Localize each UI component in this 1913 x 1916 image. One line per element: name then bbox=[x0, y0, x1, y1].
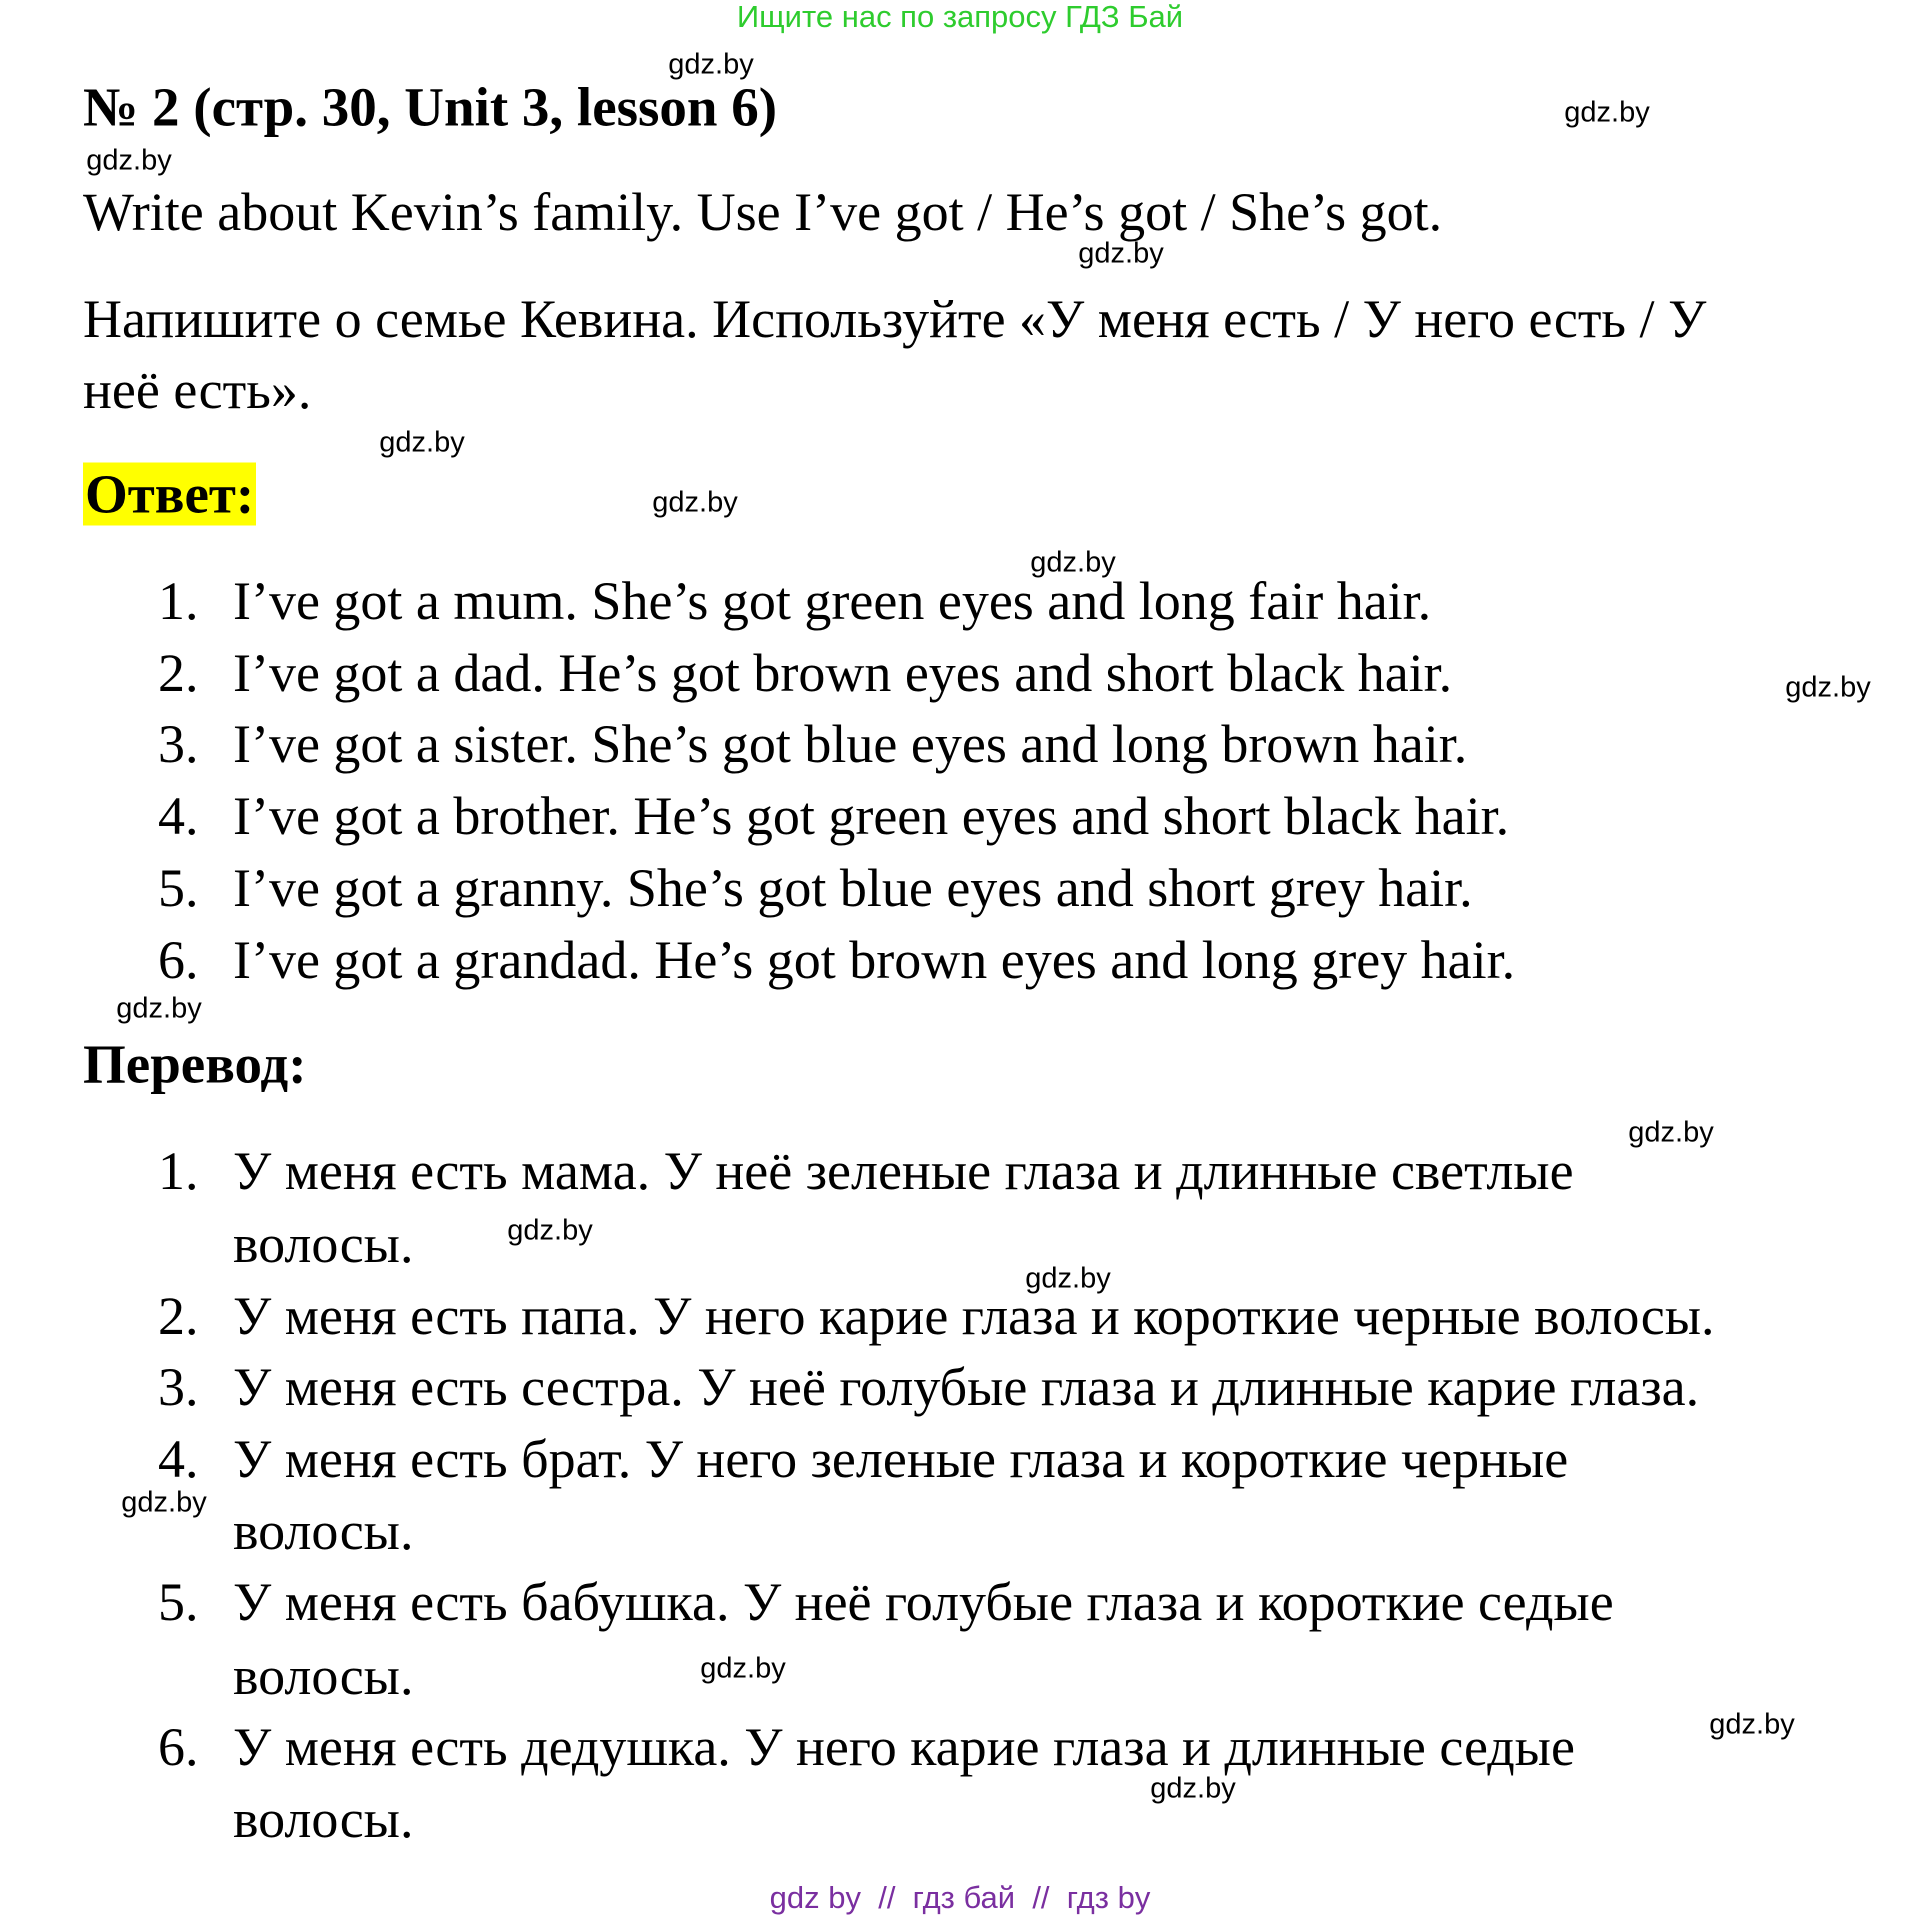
watermark: gdz.by bbox=[1150, 1772, 1236, 1805]
translation-number: 2. bbox=[158, 1286, 199, 1346]
watermark: gdz.by bbox=[1078, 237, 1164, 270]
answer-text: I’ve got a sister. She’s got blue eyes and long brown hair. bbox=[233, 714, 1468, 774]
watermark: gdz.by bbox=[86, 144, 172, 177]
watermark: gdz.by bbox=[1025, 1262, 1111, 1295]
instruction-english: Write about Kevin’s family. Use I’ve got / He’s got / She’s got. bbox=[83, 182, 1443, 242]
answer-heading: Ответ: bbox=[85, 463, 255, 525]
watermark: gdz.by bbox=[379, 426, 465, 459]
answer-text: I’ve got a granny. She’s got blue eyes and short grey hair. bbox=[233, 858, 1473, 918]
answer-number: 1. bbox=[158, 571, 199, 631]
watermark: gdz.by bbox=[1564, 96, 1650, 129]
answer-text: I’ve got a dad. He’s got brown eyes and short black hair. bbox=[233, 643, 1453, 703]
translation-text: У меня есть папа. У него карие глаза и короткие черные волосы. bbox=[233, 1286, 1715, 1346]
translation-text: У меня есть мама. У неё зеленые глаза и длинные светлые bbox=[233, 1141, 1574, 1201]
answer-number: 2. bbox=[158, 643, 199, 703]
answer-number: 5. bbox=[158, 858, 199, 918]
page-title: № 2 (стр. 30, Unit 3, lesson 6) bbox=[83, 76, 778, 138]
watermark: gdz.by bbox=[1628, 1116, 1714, 1149]
translation-number: 1. bbox=[158, 1141, 199, 1201]
watermark: gdz.by bbox=[668, 48, 754, 81]
watermark: gdz.by bbox=[507, 1214, 593, 1247]
answer-text: I’ve got a brother. He’s got green eyes and short black hair. bbox=[233, 786, 1510, 846]
watermark: gdz.by bbox=[1709, 1708, 1795, 1741]
translation-number: 6. bbox=[158, 1717, 199, 1777]
watermark: gdz.by bbox=[1030, 546, 1116, 579]
instruction-russian-line1: Напишите о семье Кевина. Используйте «У меня есть / У него есть / У bbox=[83, 289, 1707, 349]
watermark: gdz.by bbox=[1785, 671, 1871, 704]
translation-text-cont: волосы. bbox=[233, 1501, 414, 1561]
translation-text-cont: волосы. bbox=[233, 1214, 414, 1274]
watermark: gdz.by bbox=[116, 992, 202, 1025]
translation-number: 5. bbox=[158, 1572, 199, 1632]
translation-text: У меня есть сестра. У неё голубые глаза и длинные карие глаза. bbox=[233, 1357, 1700, 1417]
translation-text-cont: волосы. bbox=[233, 1789, 414, 1849]
answer-text: I’ve got a mum. She’s got green eyes and long fair hair. bbox=[233, 571, 1432, 631]
answer-number: 6. bbox=[158, 930, 199, 990]
watermark: gdz.by bbox=[652, 486, 738, 519]
answer-number: 3. bbox=[158, 714, 199, 774]
instruction-russian-line2: неё есть». bbox=[83, 360, 312, 420]
answer-text: I’ve got a grandad. He’s got brown eyes and long grey hair. bbox=[233, 930, 1516, 990]
translation-heading: Перевод: bbox=[83, 1033, 307, 1095]
translation-number: 4. bbox=[158, 1429, 199, 1489]
footer-links[interactable]: gdz by // гдз бай // гдз by bbox=[769, 1880, 1151, 1915]
translation-text: У меня есть брат. У него зеленые глаза и короткие черные bbox=[233, 1429, 1569, 1489]
answer-number: 4. bbox=[158, 786, 199, 846]
search-banner: Ищите нас по запросу ГДЗ Бай bbox=[736, 0, 1184, 34]
translation-text: У меня есть бабушка. У неё голубые глаза и короткие седые bbox=[233, 1572, 1614, 1632]
watermark: gdz.by bbox=[700, 1652, 786, 1685]
translation-text-cont: волосы. bbox=[233, 1646, 414, 1706]
translation-number: 3. bbox=[158, 1357, 199, 1417]
translation-text: У меня есть дедушка. У него карие глаза и длинные седые bbox=[233, 1717, 1575, 1777]
watermark: gdz.by bbox=[121, 1486, 207, 1519]
